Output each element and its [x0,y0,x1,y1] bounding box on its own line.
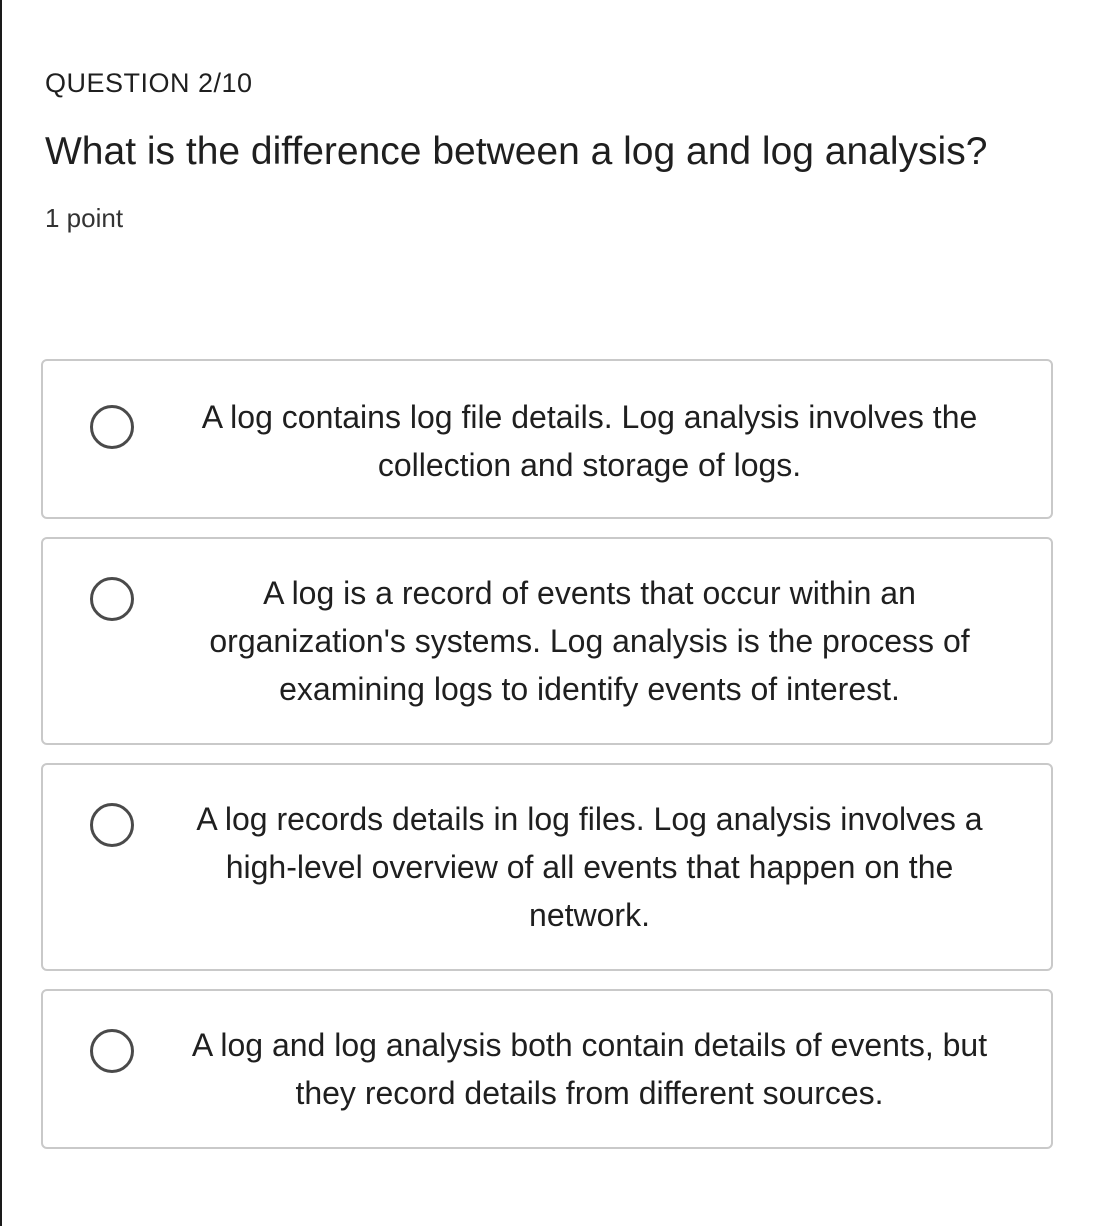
answer-option-4[interactable] [41,989,1053,1149]
answer-option-1[interactable] [41,359,1053,519]
radio-button-unchecked-icon[interactable] [90,803,134,847]
radio-button-unchecked-icon[interactable] [90,405,134,449]
answer-option-label: A log is a record of events that occur within an organization's systems. Log analysis is the process of examining logs to identify events of interest. [209,575,970,707]
question-points: 1 point [45,203,124,233]
radio-button-unchecked-icon[interactable] [90,1029,134,1073]
answer-option-2[interactable] [41,537,1053,745]
radio-button-unchecked-icon[interactable] [90,577,134,621]
left-border [0,0,2,1226]
question-text: What is the difference between a log and log analysis? [45,130,988,173]
answer-option-label: A log and log analysis both contain details of events, but they record details from different sources. [191,1027,988,1111]
answer-option-label: A log records details in log files. Log analysis involves a high-level overview of all events that happen on the network. [196,801,983,933]
answer-option-3[interactable] [41,763,1053,971]
answer-option-label: A log contains log file details. Log analysis involves the collection and storage of logs. [201,399,978,483]
question-counter: QUESTION 2/10 [45,68,253,98]
